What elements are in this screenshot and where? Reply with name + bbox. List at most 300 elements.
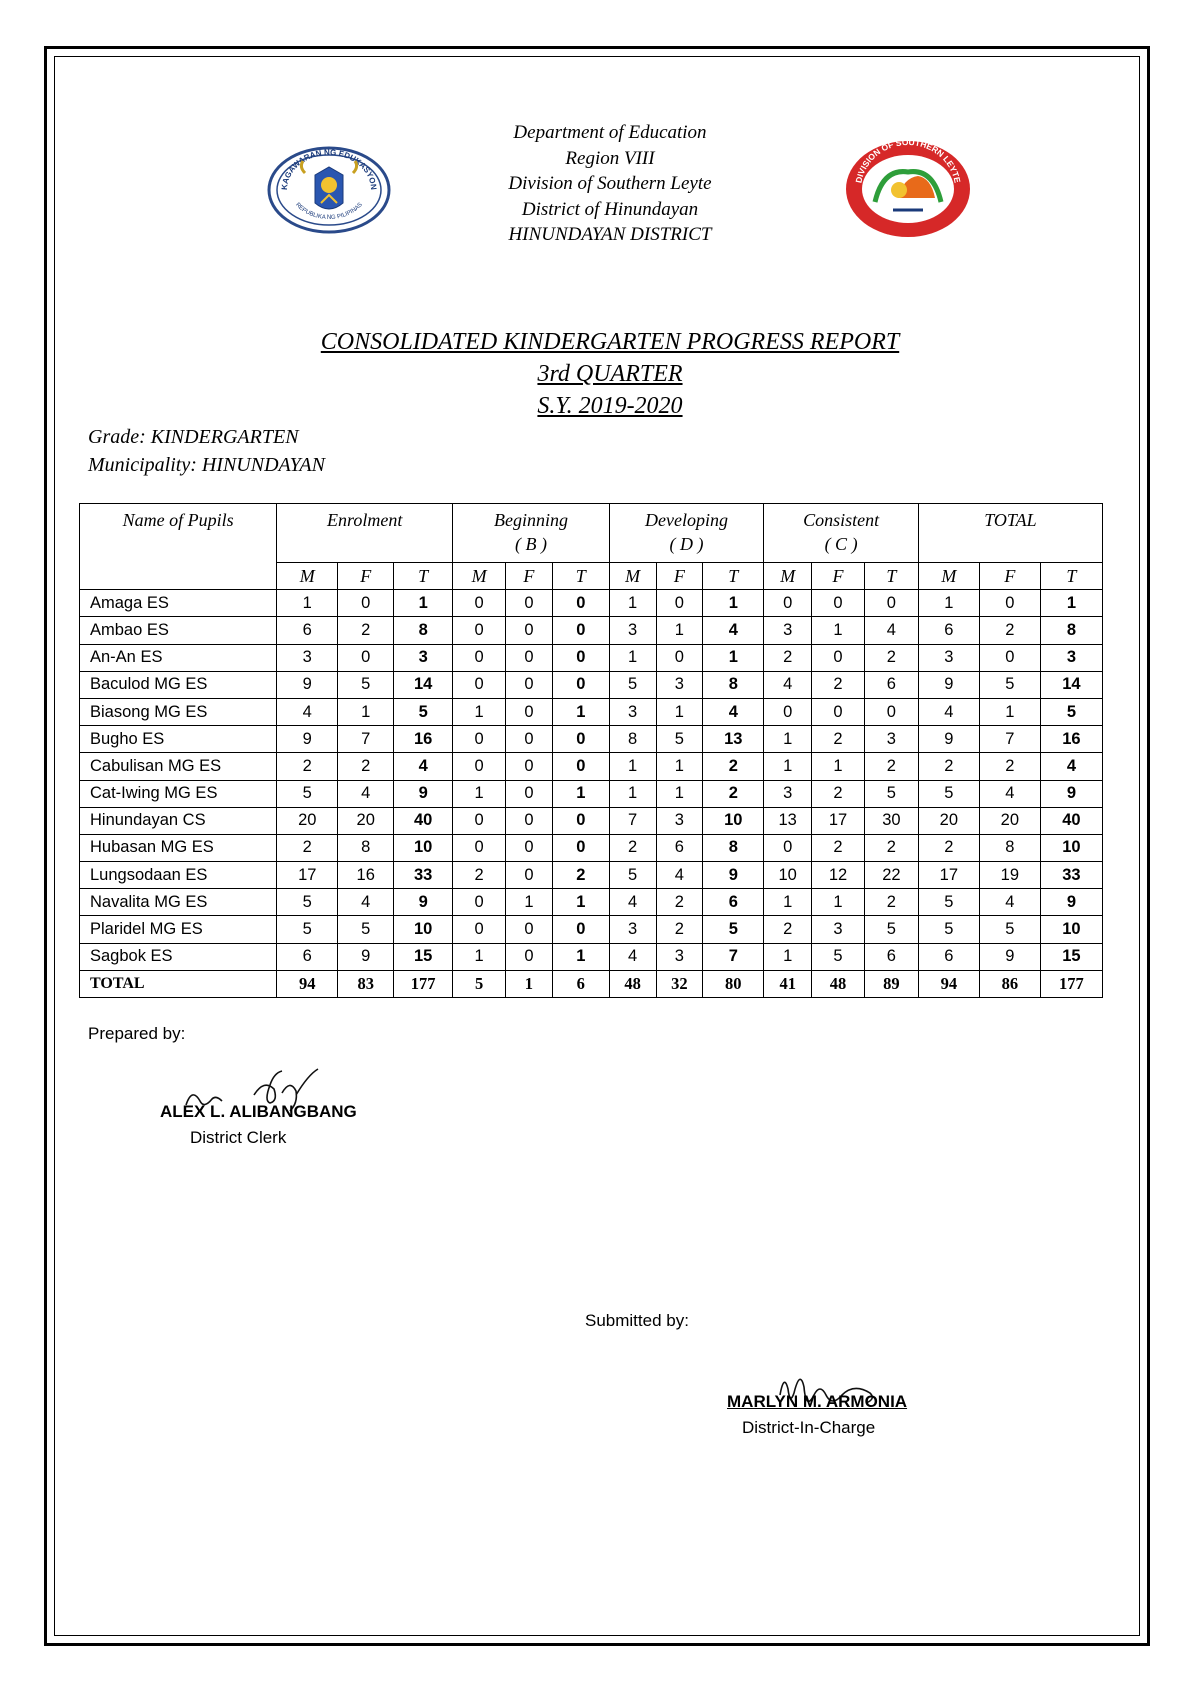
table-row [80,753,1103,780]
table-cell: 0 [552,834,609,861]
column-subheader: T [864,563,918,590]
table-cell: 0 [506,916,553,943]
table-cell: 0 [864,590,918,617]
school-name: Lungsodaan ES [80,862,277,889]
school-name: Hubasan MG ES [80,834,277,861]
progress-report-table [79,503,1103,998]
table-cell: 3 [918,644,979,671]
table-cell: 0 [764,834,812,861]
table-cell: 5 [277,780,338,807]
submitted-by-title: District-In-Charge [742,1418,876,1437]
table-cell: 5 [453,970,506,997]
table-cell: 1 [812,753,865,780]
table-cell: 0 [552,617,609,644]
table-cell: 30 [864,807,918,834]
table-row [80,916,1103,943]
table-cell: 4 [864,617,918,644]
table-cell: 0 [812,590,865,617]
table-cell: 9 [979,943,1040,970]
column-group-title: TOTAL [984,510,1037,530]
table-cell: 5 [918,889,979,916]
table-cell: 1 [979,698,1040,725]
table-cell: 48 [609,970,656,997]
table-cell: 17 [918,862,979,889]
table-cell: 3 [394,644,453,671]
table-cell: 9 [277,726,338,753]
table-cell: 33 [1040,862,1102,889]
table-cell: 8 [703,671,764,698]
table-cell: 13 [703,726,764,753]
table-cell: 3 [609,916,656,943]
table-cell: 20 [979,807,1040,834]
column-group-header [918,504,1102,563]
column-group-header [764,504,919,563]
table-cell: 2 [979,617,1040,644]
header-department: Department of Education [513,122,707,143]
table-cell: 2 [864,834,918,861]
table-cell: 6 [703,889,764,916]
report-title-quarter: 3rd QUARTER [537,361,683,387]
table-cell: 6 [656,834,703,861]
table-cell: 6 [918,943,979,970]
table-cell: 5 [864,780,918,807]
table-cell: 6 [918,617,979,644]
table-cell: 9 [1040,889,1102,916]
table-cell: 1 [453,943,506,970]
report-meta [88,423,325,479]
table-cell: 3 [864,726,918,753]
table-cell: 0 [506,726,553,753]
table-cell: 10 [394,834,453,861]
table-cell: 2 [703,753,764,780]
table-row [80,617,1103,644]
school-name: Baculod MG ES [80,671,277,698]
table-cell: 5 [1040,698,1102,725]
table-cell: 2 [656,889,703,916]
table-cell: 1 [764,943,812,970]
table-cell: 0 [453,753,506,780]
table-cell: 3 [656,671,703,698]
table-cell: 48 [812,970,865,997]
table-cell: 3 [656,807,703,834]
table-cell: 5 [918,780,979,807]
table-cell: 4 [609,943,656,970]
school-name: Navalita MG ES [80,889,277,916]
table-cell: 2 [812,834,865,861]
table-cell: 1 [552,780,609,807]
table-cell: 7 [979,726,1040,753]
column-subheader: M [918,563,979,590]
table-cell: 4 [979,780,1040,807]
table-cell: 8 [979,834,1040,861]
svg-text:KAGAWARAN NG EDUKASYON: KAGAWARAN NG EDUKASYON [279,147,379,191]
report-title [200,326,1020,422]
school-name: Amaga ES [80,590,277,617]
table-cell: 0 [552,644,609,671]
table-cell: 2 [764,644,812,671]
table-cell: 2 [656,916,703,943]
total-label: TOTAL [80,970,277,997]
table-cell: 94 [277,970,338,997]
table-cell: 40 [1040,807,1102,834]
table-cell: 1 [609,780,656,807]
column-group-header [453,504,610,563]
table-cell: 5 [338,671,394,698]
table-cell: 5 [277,916,338,943]
table-cell: 0 [338,590,394,617]
table-cell: 2 [864,644,918,671]
table-cell: 2 [864,753,918,780]
table-cell: 4 [979,889,1040,916]
school-name: Plaridel MG ES [80,916,277,943]
table-cell: 0 [453,916,506,943]
table-cell: 1 [394,590,453,617]
table-cell: 4 [1040,753,1102,780]
table-cell: 0 [864,698,918,725]
table-cell: 9 [918,671,979,698]
table-cell: 0 [552,671,609,698]
table-cell: 6 [552,970,609,997]
table-cell: 17 [277,862,338,889]
table-cell: 4 [338,780,394,807]
table-row [80,671,1103,698]
table-cell: 1 [1040,590,1102,617]
table-cell: 33 [394,862,453,889]
table-cell: 4 [703,698,764,725]
table-cell: 20 [277,807,338,834]
school-name: Ambao ES [80,617,277,644]
school-name: Bugho ES [80,726,277,753]
table-row [80,698,1103,725]
table-cell: 3 [812,916,865,943]
table-cell: 2 [609,834,656,861]
column-subheader: M [453,563,506,590]
column-subheader: F [979,563,1040,590]
table-cell: 14 [1040,671,1102,698]
table-cell: 1 [764,753,812,780]
table-cell: 22 [864,862,918,889]
table-cell: 3 [609,617,656,644]
header-division: Division of Southern Leyte [508,173,712,194]
table-cell: 13 [764,807,812,834]
table-cell: 3 [609,698,656,725]
column-subheader: M [277,563,338,590]
table-cell: 10 [764,862,812,889]
prepared-by-name: ALEX L. ALIBANGBANG [160,1102,357,1121]
table-cell: 1 [609,644,656,671]
table-cell: 6 [277,617,338,644]
table-cell: 0 [453,726,506,753]
column-group-title: Developing [645,510,728,530]
table-cell: 3 [764,617,812,644]
table-cell: 0 [764,698,812,725]
table-cell: 41 [764,970,812,997]
table-cell: 83 [338,970,394,997]
table-cell: 0 [506,943,553,970]
table-cell: 0 [453,889,506,916]
table-cell: 94 [918,970,979,997]
school-name: Sagbok ES [80,943,277,970]
table-cell: 177 [394,970,453,997]
table-cell: 7 [703,943,764,970]
column-subheader: M [609,563,656,590]
table-cell: 5 [918,916,979,943]
table-cell: 9 [703,862,764,889]
table-cell: 6 [864,671,918,698]
table-cell: 6 [277,943,338,970]
table-cell: 2 [812,671,865,698]
table-cell: 1 [552,943,609,970]
table-cell: 2 [703,780,764,807]
table-cell: 0 [506,644,553,671]
table-cell: 2 [764,916,812,943]
table-cell: 0 [656,644,703,671]
table-cell: 32 [656,970,703,997]
report-title-main: CONSOLIDATED KINDERGARTEN PROGRESS REPORT [320,329,900,355]
table-cell: 2 [277,753,338,780]
column-group-title: Consistent [803,510,880,530]
table-cell: 16 [338,862,394,889]
submitted-by-name: MARLYN M. ARMONIA [727,1392,908,1411]
table-cell: 4 [703,617,764,644]
table-cell: 20 [918,807,979,834]
table-cell: 0 [552,807,609,834]
table-cell: 8 [703,834,764,861]
table-cell: 9 [394,889,453,916]
table-cell: 1 [656,780,703,807]
header-region: Region VIII [565,147,655,169]
column-group-title: Beginning [493,510,568,530]
table-cell: 0 [506,671,553,698]
table-cell: 1 [764,726,812,753]
table-cell: 0 [453,671,506,698]
table-cell: 0 [506,753,553,780]
table-cell: 0 [552,916,609,943]
table-cell: 1 [764,889,812,916]
table-cell: 2 [338,753,394,780]
table-cell: 1 [656,753,703,780]
table-cell: 2 [864,889,918,916]
table-cell: 0 [506,617,553,644]
table-cell: 1 [609,753,656,780]
table-cell: 0 [506,807,553,834]
table-cell: 16 [394,726,453,753]
table-cell: 7 [338,726,394,753]
table-cell: 1 [453,698,506,725]
table-cell: 4 [609,889,656,916]
column-group-code: ( B ) [514,534,547,554]
column-subheader: M [764,563,812,590]
table-cell: 5 [609,862,656,889]
table-cell: 4 [338,889,394,916]
school-name: An-An ES [80,644,277,671]
table-row [80,889,1103,916]
submitted-by-label: Submitted by: [585,1311,689,1330]
table-cell: 177 [1040,970,1102,997]
table-cell: 9 [918,726,979,753]
table-cell: 5 [338,916,394,943]
school-name: Biasong MG ES [80,698,277,725]
table-cell: 2 [918,753,979,780]
column-subheader: T [1040,563,1102,590]
table-cell: 1 [656,617,703,644]
table-cell: 1 [703,590,764,617]
table-cell: 15 [394,943,453,970]
table-cell: 0 [656,590,703,617]
table-cell: 5 [277,889,338,916]
table-cell: 4 [918,698,979,725]
table-cell: 4 [764,671,812,698]
table-cell: 20 [338,807,394,834]
table-cell: 2 [552,862,609,889]
table-cell: 8 [609,726,656,753]
table-cell: 2 [453,862,506,889]
table-cell: 9 [394,780,453,807]
table-cell: 10 [394,916,453,943]
table-row [80,726,1103,753]
table-cell: 9 [338,943,394,970]
table-cell: 6 [864,943,918,970]
column-group-header [609,504,764,563]
table-cell: 2 [338,617,394,644]
table-cell: 0 [453,617,506,644]
school-name: Hinundayan CS [80,807,277,834]
table-row [80,807,1103,834]
column-subheader: T [394,563,453,590]
prepared-by-label: Prepared by: [88,1024,186,1043]
table-cell: 8 [1040,617,1102,644]
table-cell: 2 [918,834,979,861]
table-cell: 0 [552,726,609,753]
school-name: Cabulisan MG ES [80,753,277,780]
table-cell: 40 [394,807,453,834]
column-group-code: ( C ) [824,534,858,554]
table-cell: 10 [1040,916,1102,943]
table-cell: 0 [552,590,609,617]
column-group-header [277,504,453,563]
column-group-code: ( D ) [669,534,704,554]
table-cell: 1 [812,617,865,644]
table-row [80,862,1103,889]
table-cell: 7 [609,807,656,834]
table-cell: 0 [979,590,1040,617]
table-row [80,943,1103,970]
table-cell: 1 [656,698,703,725]
table-cell: 1 [506,889,553,916]
table-cell: 0 [552,753,609,780]
table-cell: 17 [812,807,865,834]
header-district-name: HINUNDAYAN DISTRICT [508,224,712,245]
table-cell: 15 [1040,943,1102,970]
svg-text:DIVISION OF SOUTHERN LEYTE: DIVISION OF SOUTHERN LEYTE [853,138,963,184]
table-cell: 4 [656,862,703,889]
table-cell: 4 [394,753,453,780]
header-district: District of Hinundayan [521,198,699,220]
table-cell: 1 [552,889,609,916]
table-cell: 2 [979,753,1040,780]
table-cell: 12 [812,862,865,889]
table-cell: 0 [764,590,812,617]
table-cell: 1 [918,590,979,617]
table-cell: 0 [453,807,506,834]
table-cell: 0 [506,862,553,889]
table-cell: 5 [703,916,764,943]
table-cell: 1 [703,644,764,671]
table-cell: 0 [812,644,865,671]
table-cell: 0 [506,834,553,861]
table-cell: 86 [979,970,1040,997]
table-cell: 1 [338,698,394,725]
grade-label: Grade: KINDERGARTEN [88,426,299,448]
table-cell: 5 [864,916,918,943]
table-cell: 14 [394,671,453,698]
table-cell: 1 [506,970,553,997]
table-cell: 0 [453,644,506,671]
table-cell: 10 [1040,834,1102,861]
column-header-name-of-pupils: Name of Pupils [80,504,277,590]
report-title-school-year: S.Y. 2019-2020 [537,393,683,419]
table-cell: 4 [277,698,338,725]
table-cell: 5 [656,726,703,753]
table-cell: 80 [703,970,764,997]
table-row [80,780,1103,807]
table-cell: 3 [656,943,703,970]
column-subheader: T [703,563,764,590]
column-subheader: F [506,563,553,590]
table-cell: 5 [812,943,865,970]
table-cell: 2 [277,834,338,861]
division-southern-leyte-logo [843,138,973,240]
table-total-row [80,970,1103,997]
table-cell: 3 [764,780,812,807]
prepared-by-title: District Clerk [190,1128,287,1147]
column-subheader: F [656,563,703,590]
column-subheader: F [338,563,394,590]
table-cell: 1 [812,889,865,916]
table-cell: 0 [812,698,865,725]
table-cell: 8 [338,834,394,861]
table-row [80,834,1103,861]
column-group-title: Enrolment [327,510,403,530]
svg-text:REPUBLIKA NG PILIPINAS: REPUBLIKA NG PILIPINAS [294,201,364,222]
table-cell: 9 [1040,780,1102,807]
table-cell: 3 [1040,644,1102,671]
table-cell: 19 [979,862,1040,889]
table-cell: 0 [453,834,506,861]
table-cell: 0 [506,698,553,725]
table-cell: 89 [864,970,918,997]
table-cell: 2 [812,780,865,807]
table-cell: 8 [394,617,453,644]
deped-seal-logo [265,145,393,235]
table-cell: 5 [609,671,656,698]
school-name: Cat-Iwing MG ES [80,780,277,807]
table-cell: 1 [453,780,506,807]
table-cell: 5 [979,671,1040,698]
table-cell: 3 [277,644,338,671]
column-subheader: F [812,563,865,590]
table-cell: 0 [506,590,553,617]
table-row [80,644,1103,671]
table-cell: 10 [703,807,764,834]
table-cell: 16 [1040,726,1102,753]
column-subheader: T [552,563,609,590]
table-cell: 5 [394,698,453,725]
table-cell: 1 [552,698,609,725]
table-cell: 2 [812,726,865,753]
table-cell: 0 [979,644,1040,671]
table-row [80,590,1103,617]
